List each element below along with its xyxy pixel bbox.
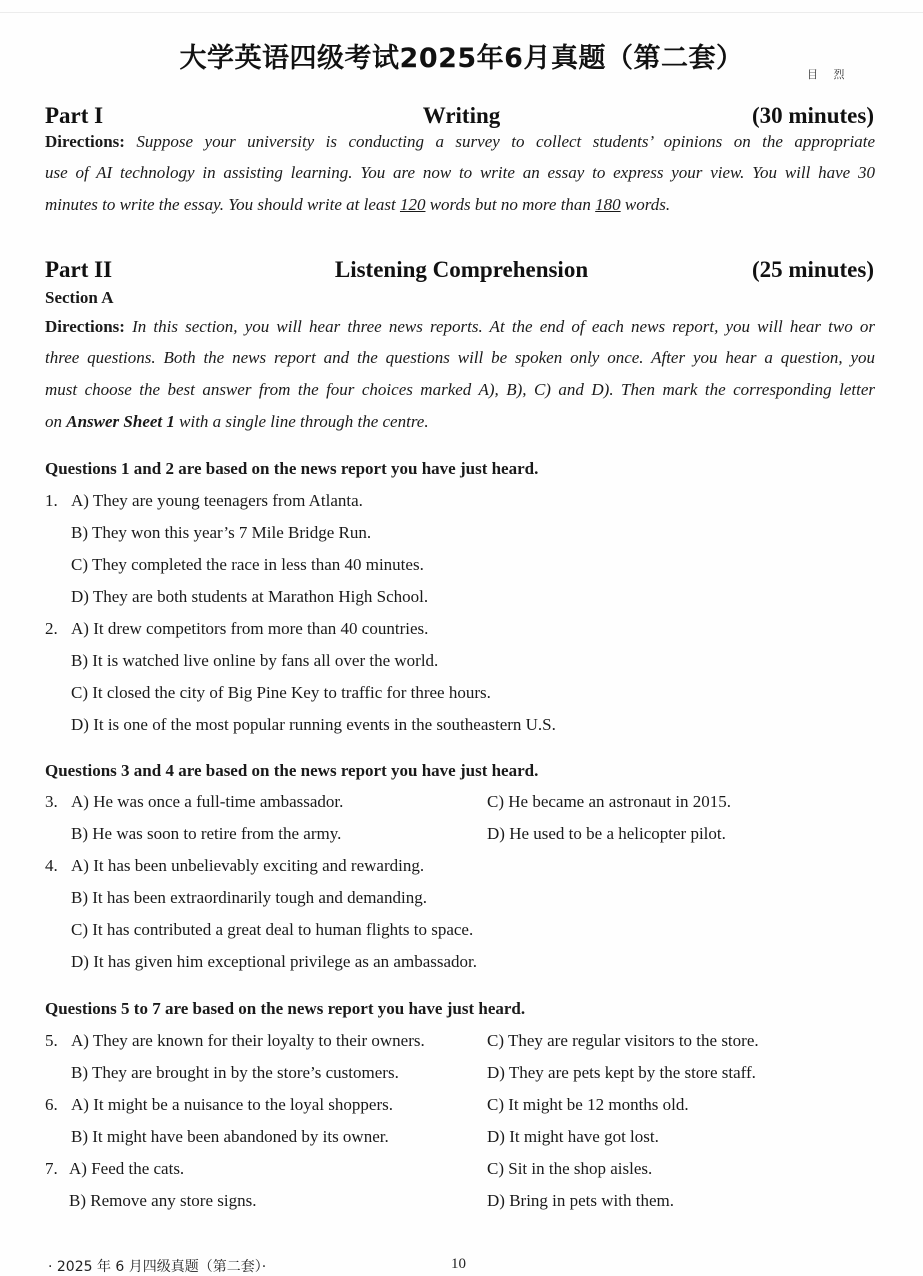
q5-option-d[interactable]: D) They are pets kept by the store staff. (487, 1063, 756, 1082)
directions-text: Suppose your university is conducting a survey to collect students’ opinions on the appropriate (136, 132, 875, 151)
q2-option-c[interactable]: C) It closed the city of Big Pine Key to traffic for three hours. (71, 683, 491, 702)
directions-text: words. (620, 195, 671, 214)
part1-directions-line-2: use of AI technology in assisting learning. You are now to write an essay to express your view. You will have 30 (45, 163, 875, 182)
directions-text: on (45, 412, 67, 431)
part1-directions-line-1 (45, 132, 875, 152)
question-number-6: 6. (45, 1095, 58, 1114)
section-a-label: Section A (45, 288, 114, 307)
q6-option-b[interactable]: B) It might have been abandoned by its owner. (71, 1127, 389, 1146)
part2-time: (25 minutes) (751, 257, 874, 282)
page-number: 10 (451, 1256, 466, 1272)
question-number-3: 3. (45, 792, 58, 811)
question-number-1: 1. (45, 491, 58, 510)
part1-label: Part I (45, 103, 104, 128)
directions-label: Directions: (45, 132, 125, 151)
question-number-5: 5. (45, 1031, 58, 1050)
q5-option-c[interactable]: C) They are regular visitors to the store. (487, 1031, 759, 1050)
footer-exam-label: · 2025 年 6 月四级真题（第二套）· (48, 1259, 267, 1275)
q7-option-b[interactable]: B) Remove any store signs. (69, 1191, 257, 1210)
q1-option-a[interactable]: A) They are young teenagers from Atlanta. (71, 491, 363, 510)
min-words: 120 (399, 195, 426, 214)
part2-directions-line-4 (45, 412, 875, 432)
question-group-heading-1: Questions 1 and 2 are based on the news report you have just heard. (45, 459, 539, 478)
q7-option-c[interactable]: C) Sit in the shop aisles. (487, 1159, 653, 1178)
q3-option-d[interactable]: D) He used to be a helicopter pilot. (487, 824, 726, 843)
q3-option-a[interactable]: A) He was once a full-time ambassador. (71, 792, 344, 811)
part1-time: (30 minutes) (751, 103, 874, 128)
question-number-4: 4. (45, 856, 58, 875)
answer-sheet-ref: Answer Sheet 1 (66, 412, 175, 431)
part2-directions-line-1 (45, 317, 875, 337)
q3-option-b[interactable]: B) He was soon to retire from the army. (71, 824, 342, 843)
part1-title: Writing (422, 103, 501, 128)
q4-option-c[interactable]: C) It has contributed a great deal to human flights to space. (71, 920, 474, 939)
q6-option-d[interactable]: D) It might have got lost. (487, 1127, 659, 1146)
directions-text: words but no more than (425, 195, 596, 214)
q7-option-d[interactable]: D) Bring in pets with them. (487, 1191, 674, 1210)
question-number-2: 2. (45, 619, 58, 638)
directions-label: Directions: (45, 317, 125, 336)
directions-text: with a single line through the centre. (174, 412, 429, 431)
q5-option-b[interactable]: B) They are brought in by the store’s customers. (71, 1063, 399, 1082)
q2-option-b[interactable]: B) It is watched live online by fans all over the world. (71, 651, 439, 670)
q4-option-b[interactable]: B) It has been extraordinarily tough and demanding. (71, 888, 427, 907)
question-group-heading-2: Questions 3 and 4 are based on the news report you have just heard. (45, 761, 539, 780)
part1-directions-line-3 (45, 195, 875, 215)
q1-option-d[interactable]: D) They are both students at Marathon High School. (71, 587, 429, 606)
q4-option-a[interactable]: A) It has been unbelievably exciting and rewarding. (71, 856, 425, 875)
max-words: 180 (595, 195, 621, 214)
part2-title: Listening Comprehension (334, 257, 589, 282)
q1-option-c[interactable]: C) They completed the race in less than 40 minutes. (71, 555, 424, 574)
part2-directions-line-2: three questions. Both the news report and the questions will be spoken only once. After you hear a question, you (45, 348, 875, 367)
q2-option-a[interactable]: A) It drew competitors from more than 40 countries. (71, 619, 429, 638)
q7-option-a[interactable]: A) Feed the cats. (69, 1159, 185, 1178)
page-title: 大学英语四级考试2025年6月真题（第二套） (179, 43, 744, 74)
q6-option-c[interactable]: C) It might be 12 months old. (487, 1095, 689, 1114)
q1-option-b[interactable]: B) They won this year’s 7 Mile Bridge Run. (71, 523, 372, 542)
q3-option-c[interactable]: C) He became an astronaut in 2015. (487, 792, 732, 811)
question-group-heading-3: Questions 5 to 7 are based on the news report you have just heard. (45, 999, 526, 1018)
q6-option-a[interactable]: A) It might be a nuisance to the loyal shoppers. (71, 1095, 393, 1114)
q4-option-d[interactable]: D) It has given him exceptional privilege as an ambassador. (71, 952, 477, 971)
directions-text: In this section, you will hear three news reports. At the end of each news report, you will hear two or (132, 317, 875, 336)
part2-directions-line-3: must choose the best answer from the four choices marked A), B), C) and D). Then mark the corresponding letter (45, 380, 875, 399)
part2-label: Part II (45, 257, 113, 282)
directions-text: minutes to write the essay. You should write at least (45, 195, 400, 214)
q5-option-a[interactable]: A) They are known for their loyalty to their owners. (71, 1031, 425, 1050)
question-number-7: 7. (45, 1159, 58, 1178)
q2-option-d[interactable]: D) It is one of the most popular running events in the southeastern U.S. (71, 715, 556, 734)
page-edge (0, 12, 923, 13)
corner-annotation: 目 烈 (807, 68, 851, 81)
